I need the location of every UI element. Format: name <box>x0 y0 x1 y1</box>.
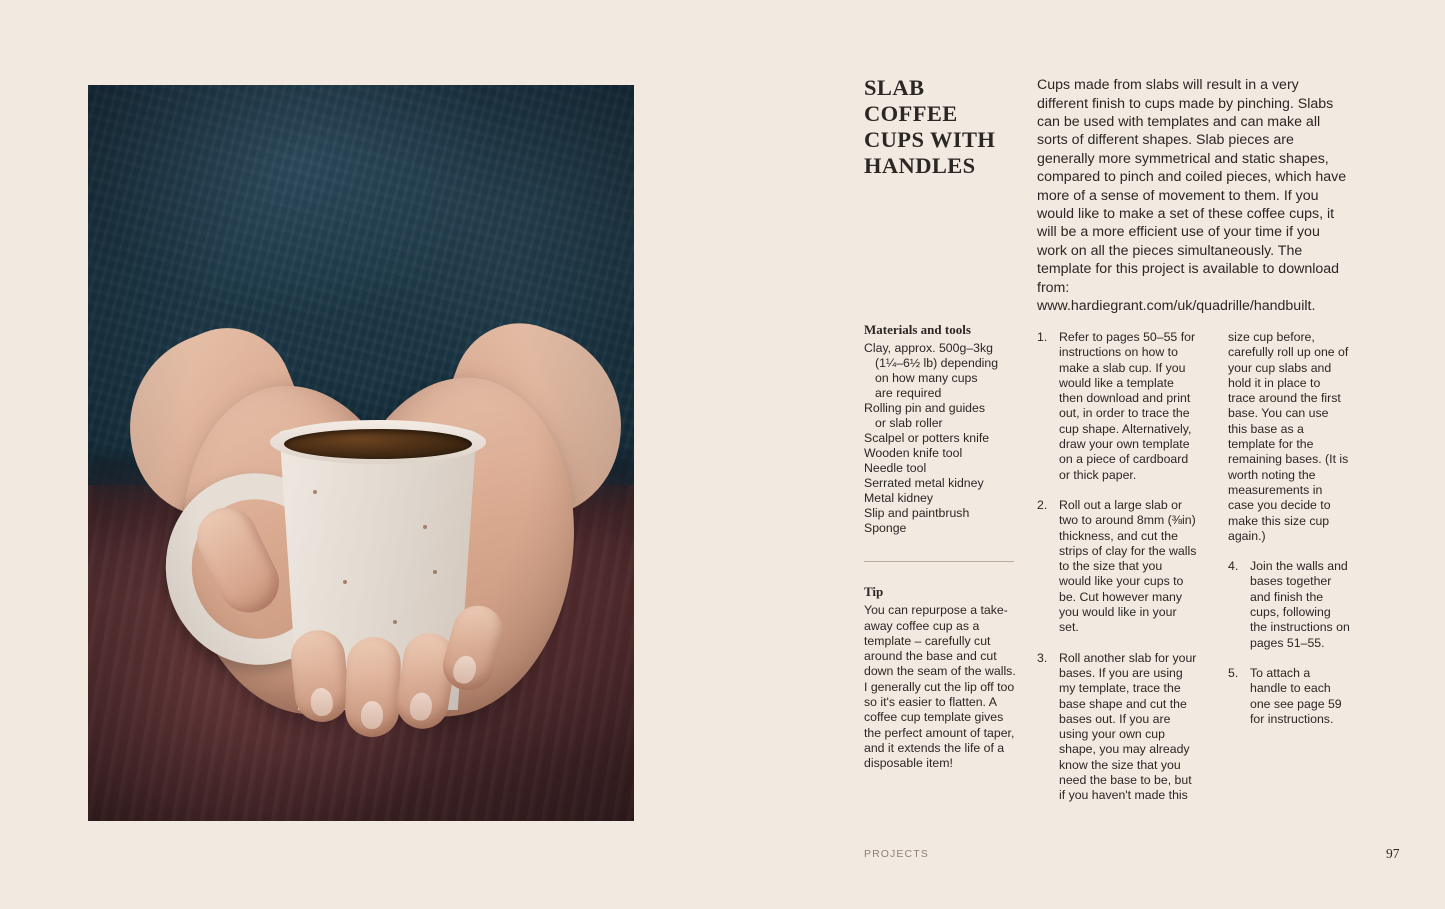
instruction-step <box>1037 330 1197 483</box>
instruction-step <box>1037 651 1197 804</box>
materials-heading: Materials and tools <box>864 322 971 337</box>
step-number: 4. <box>1228 559 1239 574</box>
list-item: Metal kidney <box>864 491 934 505</box>
materials-list <box>864 341 1014 536</box>
step-number: 2. <box>1037 497 1048 512</box>
step-number: 5. <box>1228 665 1239 680</box>
list-item: Needle tool <box>864 461 927 475</box>
footer-section-label: PROJECTS <box>864 848 929 860</box>
instructions-column-left <box>1037 330 1197 819</box>
materials-and-tools <box>864 322 1014 536</box>
instruction-step <box>1228 559 1350 651</box>
tip-box <box>864 584 1016 772</box>
step-number: 3. <box>1037 650 1048 665</box>
step-continuation-text: size cup before, carefully roll up one of your cup slabs and hold it in place to trace around the first base. You can use this base as a template for the remaining bases. (It is worth noting the measurements in case you decide to make this size cup again.) <box>1228 330 1349 543</box>
step-text: Roll another slab for your bases. If you are using my template, trace the base shape and cut the bases out. If you are using your own cup shape, you may already know the size that you need the base to be, but if you haven't made this <box>1059 650 1197 803</box>
instructions-column-right <box>1228 330 1350 742</box>
list-item: Sponge <box>864 521 907 535</box>
step-text: Refer to pages 50–55 for instructions on how to make a slab cup. If you would like a template then download and print out, in order to trace the cup shape. Alternatively, draw your own template on a piece of cardboard or thick paper. <box>1059 330 1196 482</box>
instruction-step <box>1228 666 1350 727</box>
step-number: 1. <box>1037 330 1048 344</box>
project-photo <box>88 85 634 821</box>
step-text: Join the walls and bases together and finish the cups, following the instructions on pages 51–55. <box>1250 559 1350 650</box>
page-number: 97 <box>1386 846 1400 861</box>
tip-heading: Tip <box>864 584 884 599</box>
list-item: are required <box>875 386 942 400</box>
list-item: Rolling pin and guides <box>864 401 986 415</box>
list-item: on how many cups <box>875 371 978 385</box>
tip-body: You can repurpose a take-away coffee cup as a template – carefully cut around the base and cut down the seam of the walls. I generally cut the lip off too so it's easier to flatten. A coffee cup template gives the perfect amount of taper, and it extends the life of a disposable item! <box>864 603 1016 771</box>
step-text: Roll out a large slab or two to around 8mm (⅜in) thickness, and cut the strips of clay for the walls to the size that you would like your cups to be. Cut however many you would like in your set. <box>1059 497 1197 635</box>
photo-vignette <box>88 85 634 821</box>
step-text: To attach a handle to each one see page 59 for instructions. <box>1250 665 1342 726</box>
list-item: Scalpel or potters knife <box>864 431 990 445</box>
list-item: Slip and paintbrush <box>864 506 970 520</box>
list-item: Clay, approx. 500g–3kg <box>864 341 993 355</box>
list-item: Wooden knife tool <box>864 446 963 460</box>
list-item: or slab roller <box>875 416 943 430</box>
page-title: SLAB COFFEE CUPS WITH HANDLES <box>864 75 996 179</box>
list-item: (1¼–6½ lb) depending <box>875 356 999 370</box>
list-item: Serrated metal kidney <box>864 476 984 490</box>
intro-paragraph: Cups made from slabs will result in a very different finish to cups made by pinching. Slabs can be used with templates and can make all sorts of different shapes. Slab pieces are generally more symmetrical and static shapes, compared to pinch and coiled pieces, which have more of a sense of movement to them. If you would like to make a set of these coffee cups, it will be a more efficient use of your time if you work on all the pieces simultaneously. The template for this project is available to download from: www.hardiegrant.com/uk/quadrille/handbuilt. <box>1037 77 1347 315</box>
instruction-step <box>1037 498 1197 636</box>
section-divider <box>864 561 1014 562</box>
